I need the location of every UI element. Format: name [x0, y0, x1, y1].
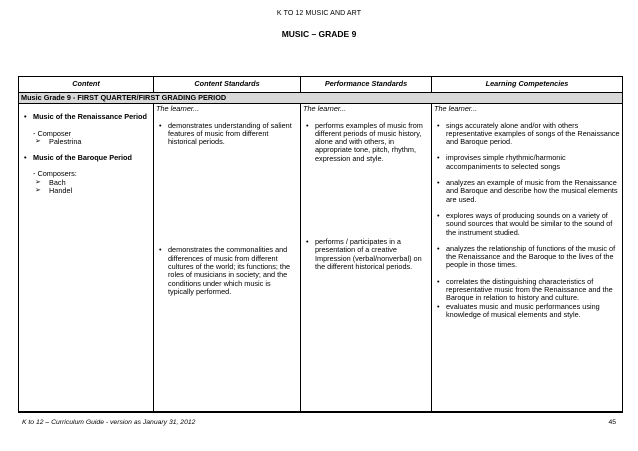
competency-item: • correlates the distinguishing characteristics of representative music from the Renaissance and the Baroque in relation to history and culture.: [434, 278, 620, 303]
lead-text: The learner...: [156, 104, 200, 114]
content-cell: [19, 104, 154, 413]
lead-text: The learner...: [303, 104, 347, 114]
composer-bach: ➢ Bach: [21, 179, 151, 187]
performance-standard-item: • performs examples of music from different periods of music history, alone and with others, in appropriate tone, pitch, rhythm, expression and style.: [303, 122, 429, 163]
content-standards-cell: [154, 104, 301, 413]
composer-handel: ➢ Handel: [21, 187, 151, 195]
composers-label: - Composers:: [33, 169, 77, 179]
competency-item: • explores ways of producing sounds on a variety of sound sources that would be similar to the sound of the instrument studied.: [434, 212, 620, 237]
curriculum-table: [18, 76, 623, 413]
period-row: [19, 93, 623, 104]
lead-text: The learner...: [434, 104, 478, 114]
page-title: MUSIC – GRADE 9: [281, 29, 357, 39]
footer-divider: [18, 411, 622, 412]
footer-version: K to 12 – Curriculum Guide - version as January 31, 2012: [22, 419, 196, 426]
column-header-content-standards: Content Standards: [154, 77, 301, 93]
content-standard-item: • demonstrates understanding of salient features of music from different historical periods.: [156, 122, 298, 147]
performance-standard-item: • performs / participates in a presentation of a creative Impression (verbal/nonverbal) on the different historical periods.: [303, 238, 429, 271]
content-item-renaissance: • Music of the Renaissance Period: [21, 113, 151, 121]
composer-label: - Composer: [33, 128, 72, 138]
performance-standards-cell: [301, 104, 432, 413]
competency-item: • improvises simple rhythmic/harmonic accompaniments to selected songs: [434, 154, 620, 171]
column-header-content: Content: [19, 77, 154, 93]
page-number: 45: [608, 419, 616, 426]
composer-palestrina: ➢ Palestrina: [21, 138, 151, 146]
competency-item: • analyzes the relationship of functions of the music of the Renaissance and the Baroque to the lives of the people in those times.: [434, 245, 620, 270]
document-header: K TO 12 MUSIC AND ART: [276, 10, 362, 17]
column-header-performance-standards: Performance Standards: [301, 77, 432, 93]
content-item-baroque: • Music of the Baroque Period: [21, 154, 151, 162]
table-header-row: [19, 77, 623, 93]
column-header-learning-competencies: Learning Competencies: [432, 77, 623, 93]
period-label: Music Grade 9 - FIRST QUARTER/FIRST GRADING PERIOD: [19, 93, 623, 104]
competency-item: • sings accurately alone and/or with others representative examples of songs of the Renaissance and Baroque period.: [434, 122, 620, 147]
content-standard-item: • demonstrates the commonalities and differences of music from different cultures of the world; its functions; the roles of musicians in society; and the conditions under which music is typically performed.: [156, 246, 298, 296]
competency-item: • evaluates music and music performances using knowledge of musical elements and style.: [434, 303, 620, 320]
learning-competencies-cell: [432, 104, 623, 413]
table-body-row: [19, 104, 623, 413]
competency-item: • analyzes an example of music from the Renaissance and Baroque and describe how the musical elements are used.: [434, 179, 620, 204]
